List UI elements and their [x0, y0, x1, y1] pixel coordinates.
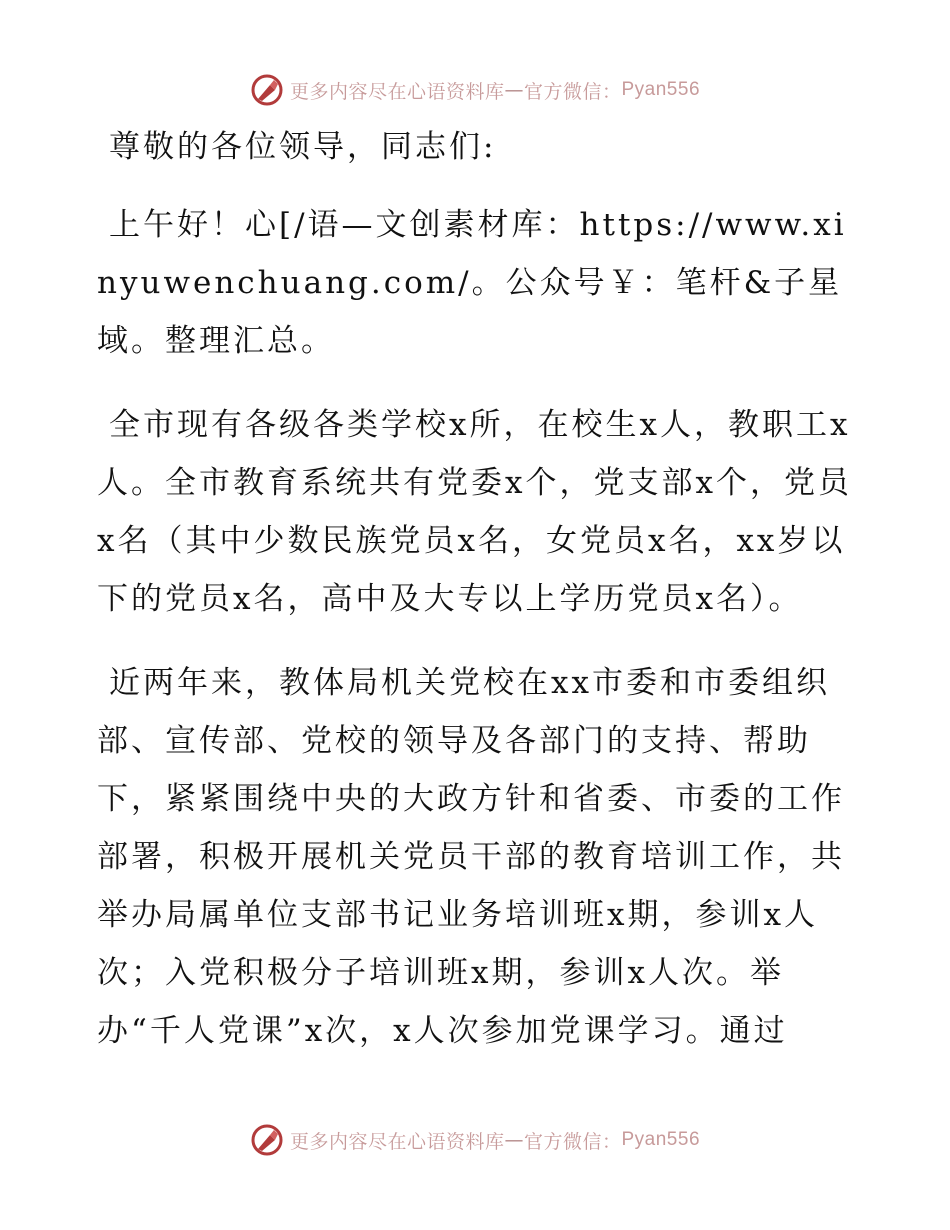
watermark-separator: — [504, 1129, 524, 1151]
watermark-text: 更多内容尽在心语资料库 [289, 80, 505, 103]
header-watermark [0, 70, 950, 110]
footer-watermark [0, 1120, 950, 1160]
watermark-contact: 官方微信： [523, 1130, 622, 1153]
training-paragraph: 近两年来，教体局机关党校在xx市委和市委组织部、宣传部、党校的领导及各部门的支持、帮助下，紧紧围绕中央的大政方针和省委、市委的工作部署，积极开展机关党员干部的教育培训工作，共举办局属单位支部书记业务培训班x期，参训x人次；入党积极分子培训班x期，参训x人次。举办“千人党课”x次，x人次参加党课学习。通过 [97, 665, 845, 1049]
pen-nib-logo-icon [250, 1123, 284, 1157]
document-body [97, 118, 857, 1086]
watermark-brand: Pyan556 [621, 79, 701, 100]
watermark-contact: 官方微信： [523, 80, 622, 103]
statistics-paragraph: 全市现有各级各类学校x所，在校生x人，教职工x人。全市教育系统共有党委x个，党支部x个，党员x名（其中少数民族党员x名，女党员x名，xx岁以下的党员x名，高中及大专以上学历党员x名）。 [97, 407, 852, 617]
pen-nib-logo-icon [250, 73, 284, 107]
greeting-paragraph: 尊敬的各位领导，同志们: [109, 129, 497, 165]
watermark-text: 更多内容尽在心语资料库 [289, 1130, 505, 1153]
intro-paragraph: 上午好！心[/语—文创素材库：https://www.xinyuwenchuang.com/。公众号￥：笔杆&子星域。整理汇总。 [97, 207, 847, 359]
watermark-brand: Pyan556 [621, 1129, 701, 1150]
watermark-separator: — [504, 79, 524, 101]
